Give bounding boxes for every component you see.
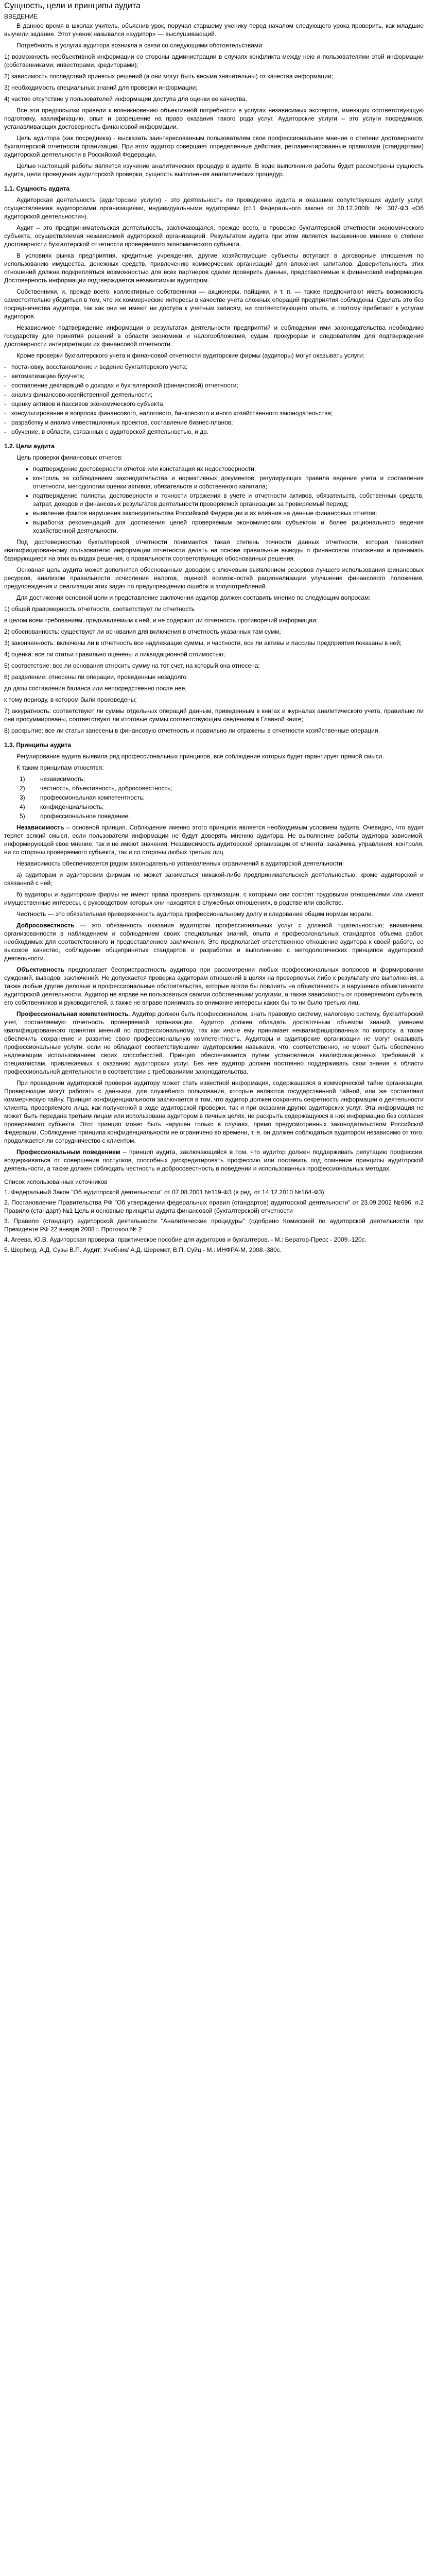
behavior-paragraph (4, 1148, 424, 1173)
intro-heading: ВВЕДЕНИЕ (4, 13, 38, 20)
principle-item (20, 812, 424, 820)
intro-paragraph: Все эти предпосылки привели к возникновению объективной потребности в услугах независимых экспертов, имеющих соответствующую подготовку, квалификацию, опыт и разрешение на право оказания такого рода услуг. Аудиторские услуги – это услуги посредников, устанавливающих достоверность финансовой информации. (4, 107, 424, 130)
services-list (4, 363, 424, 436)
sources-heading: Список использованных источников (4, 1178, 108, 1185)
competence-paragraph (4, 1010, 424, 1076)
competence-term: Профессиональная компетентность (16, 1010, 129, 1018)
question-item: 7) аккуратность: соответствуют ли суммы отдельных операций данным, приведенным в книгах и журналах аналитического учета, правильно ли они просуммированы, соответствуют ли итоговые суммы соответствующим сведениям в Главной книге; (4, 707, 424, 723)
conscientiousness-text: — это обязанность оказания аудитором профессиональных услуг с должной тщательностью; вниманием, организованности в наблюдением и соблюдением своих специальных знаний, опыта и профессиональных стандартов объема работ, необходимых для соответственного и предоставлением заключения. Это предполагает ответственное отношение аудитора к своей работе, ее высокое качество, соблюдение общепринятых стандартов и разработки и выполнению с методологических принципов аудиторской деятельности. (4, 922, 424, 962)
question-item: 5) соответствие: все ли основания относить сумму на тот счет, на который она отнесена; (4, 662, 260, 669)
goal-item: • контроль за соблюдением законодательства и нормативных документов, регулирующих правила ведения учета и составления отчетности, методологии оценки активов, обязательств и собственного капитала; (33, 474, 424, 490)
document-page (0, 0, 428, 1262)
intro-paragraph: Целью настоящей работы является изучение аналитических процедур в аудите. В ходе выполнения работы будет рассмотрены сущность аудита, цели проведения аудиторской проверки, сущность выполнения аналитических процедур. (4, 162, 424, 178)
independence-text: – основной принцип. Соблюдение именно этого принципа является необходимым условием аудита. Очевидно, что аудит теряет всякий смысл, если пользователи информации не будут доверять мнению аудитора. Не выполнение работы аудитора зависимой, информирующей свое мнение, так и не имеют значения. Независимость аудиторской организации от клиента, заказчика, управления, контроля, ни со стороны проверяемого субъекта, так и со стороны любых третьих лиц. (4, 824, 424, 856)
competence-text: . Аудитор должен быть профессионалом, знать правовую систему, налоговую систему, бухгалтерский учет, составляемую отчетность проверяемой организации. Аудитор должен обладать достаточным объемом знаний, умением квалифицированного принятия мнений по профессиональному, так как иначе ему принимает неквалифицированных по вопросу, а также обеспечить сохранение и развитие свою профессиональную компетентность. Аудиторы и аудиторские организации не могут оказывать профессиональные услуги, если не обладают соответствующими аудиторскими навыками, что, соответственно, не может быть обеспечено надлежащим использованием своих способностей. Принцип обеспечивается путем установления квалификационных требований к специалистам, привлекаемых к оказанию аудиторских услуг. Без нее аудитор должен постоянно поддерживать свои знания в области профессиональной деятельности в соответствии с требованиями законодательства. (4, 1010, 424, 1075)
source-item: 4. Агеева, Ю.В. Аудиторская проверка: практическое пособие для аудиторов и бухгалтеров. - М.: Бератор-Пресс - 2009.-120с. (4, 1236, 367, 1243)
question-item: 2) обоснованность: существуют ли основания для включения в отчетность указанных там сумм; (4, 628, 281, 635)
section-paragraph: Собственники, и, прежде всего, коллективные собственники — акционеры, пайщики, и т. п. — также предпочитают иметь возможность самостоятельно убедиться в том, что их коммерческие интересы в качестве учета сложных операций предприятия соблюдены. Сделать это без посредничества аудитора, так как они не имеют ни доступа к учетным записям, ни соответствующего опыта, и поэтому прибегают к услугам аудиторов. (4, 288, 424, 320)
section-paragraph: а) аудиторам и аудиторским фирмам не может заниматься никакой-либо предпринимательской деятельностью, кроме аудиторской и связанной с ней; (4, 871, 424, 887)
goal-item: • выработка рекомендаций для достижения целей проверяемым экономическим субъектом и более рационального ведения хозяйственной деятельности. (33, 518, 424, 535)
objectivity-term: Объективность (16, 966, 64, 973)
principle-number: 2) (20, 785, 25, 792)
section-paragraph: Честность — это обязательная приверженность аудитора профессиональному долгу и следование общим нормам морали. (16, 910, 373, 918)
section-paragraph: Регулирование аудита выявила ряд профессиональных принципов, все соблюдение которых будет гарантирует прямой смысл. (16, 753, 385, 760)
section-paragraph: В условиях рынка предприятия, кредитные учреждения, другие хозяйствующие субъекты вступают в договорные отношения по использованию имущества, денежных средств, привлечению коммерческих организаций для вложения капиталов. Доверительность этих отношений должна подкрепляться возможностью для всех партнеров сделки проверить данные, представляемые в финансовой информации. Достоверность информации подтверждается независимым аудитором. (4, 252, 424, 284)
intro-paragraph: В данное время в школах учитель, объяснив урок, поручал старшему ученику перед началом следующего урока проверить, как младшие выучили задание. Этот ученик назывался «аудитор» — выслушивающий. (4, 22, 424, 38)
question-item: в целом всем требованиям, предъявляемым к ней, и не содержит ли отчетность противоречий информации; (4, 617, 318, 624)
goals-bullet-list (4, 465, 424, 535)
objectivity-text: предполагает беспристрастность аудитора при рассмотрении любых профессиональных вопросов и формировании суждений, выводов, заключений. Не допускается проверка аудиторам отношений в целях на проверяемых либо к результату его выполнения, а также любые другие деловые и профессиональные обстоятельства, которые могли бы повлиять на объективность и нарушение объективности аудиторской деятельности. Аудитор не вправе не пользоваться своими собственными услугами, а также зависимость от проверяемого субъекта, его собственников и руководителей, а также не вправе принимать во внимание интересы каких бы то ни было третьих лиц. (4, 966, 424, 1006)
principle-number: 4) (20, 803, 25, 810)
question-item: до даты составления баланса или непосредственно после нее, (4, 685, 187, 692)
questions-list (4, 605, 424, 735)
section-paragraph: б) аудиторы и аудиторские фирмы не имеют права проверить организации, с которыми они состоят трудовыми отношениями или имеют имущественные интересы, с руководством которых они находятся в служебных отношениях, в родстве или свойстве. (4, 891, 424, 906)
behavior-text: – принцип аудита, заключающийся в том, что аудитор должен поддерживать репутацию профессии, воздерживаться от совершения поступков, способных дискредитировать профессию или поставить под сомнение принципы аудиторской деятельности, а также должен соблюдать честность и добросовестность в поведении и использованных профессиональных методах. (4, 1148, 424, 1172)
intro-paragraph: Потребность в услугах аудитора возникла в связи со следующими обстоятельствами: (16, 42, 264, 49)
principle-text: честность, объективность, добросовестность; (40, 785, 172, 792)
principle-text: конфиденциальность; (40, 803, 104, 810)
question-item: 1) общей правомерность отчетности, соответствует ли отчетность (4, 605, 195, 613)
intro-reasons-list (4, 53, 424, 103)
principle-number: 3) (20, 794, 25, 801)
question-item: 8) раскрытие: все ли статьи занесены в финансовую отчетность и правильно ли отражены в отчетности хозяйственные операции. (4, 727, 380, 734)
intro-reason-item: 3) необходимость специальных знаний для проверки информации; (4, 84, 198, 91)
conscientiousness-paragraph (4, 921, 424, 962)
source-item: 5. Шерherд, А.Д. Сузы В.П. Аудит: Учебник/ А.Д. Шеремет, В.П. Суйц.- М.: ИНФРА-М, 2008.-380с. (4, 1246, 282, 1253)
service-item: - анализ финансово-хозяйственной деятельности; (4, 391, 424, 399)
section-paragraph: К таким принципам относятся: (16, 764, 104, 771)
document-title: Сущность, цели и принципы аудита (4, 2, 141, 10)
service-item: - составление деклараций о доходах и бухгалтерской (финансовой) отчетности; (4, 381, 424, 389)
question-item: 4) оценка: все ли статьи правильно оценены и ликвидационной стоимостью; (4, 651, 225, 658)
section-paragraph: Независимость обеспечивается рядом законодательно установленных ограничений в аудиторской деятельности: (16, 860, 344, 867)
independence-paragraph (4, 823, 424, 856)
section-paragraph: Кроме проверки бухгалтерского учета и финансовой отчетности аудиторские фирмы (аудиторы) могут оказывать услуги: (16, 352, 365, 359)
intro-reason-item: 2) зависимость последствий принятых решений (а они могут быть весьма значительны) от качества информации; (4, 73, 333, 80)
section-paragraph: Независимое подтверждение информации о результатах деятельности предприятий и соблюдении ими законодательства необходимо государству для принятия решений в области экономики и налогообложения, судам, прокурорам и следователям для подтверждения достоверности интерпретации их финансовой отчетности. (4, 324, 424, 348)
goal-item: • выявление фактов нарушения законодательства Российской Федерации и их влияния на данные финансовых отчетов; (33, 509, 424, 517)
behavior-term: Профессиональным поведением (16, 1148, 120, 1156)
intro-reason-item: 4) частое отсутствие у пользователей информации доступа для оценки ее качества. (4, 95, 248, 103)
goal-item: • подтверждение достоверности отчетов или констатация их недостоверности; (33, 465, 424, 473)
source-item: 1. Федеральный Закон "Об аудиторской деятельности" от 07.08.2001 №119-ФЗ (в ред. от 14.12.2010 №164-ФЗ) (4, 1189, 324, 1196)
principle-text: профессиональная компетентность; (40, 794, 145, 801)
service-item: - консультирование в вопросах финансового, налогового, банковского и иного хозяйственного законодательства; (4, 409, 424, 417)
source-item: 3. Правило (стандарт) аудиторской деятельности "Аналитические процедуры" (одобрено Комиссией по аудиторской деятельности при Президенте РФ 22 января 2008 г. Протокол № 2 (4, 1217, 424, 1233)
question-item: 6) разделение: отнесены ли операции, проведенные незадолго (4, 673, 187, 681)
conscientiousness-term: Добросовестность (16, 922, 75, 929)
principle-item (20, 793, 424, 802)
goal-item: • подтверждение полноты, достоверности и точности отражения в учете и отчетности активов, обязательств, собственных средств, затрат, доходов и финансовых результатов деятельности проверяемой организации за проверяемый период; (33, 492, 424, 508)
service-item: - автоматизацию бухучета; (4, 372, 424, 380)
principle-text: независимость; (40, 775, 85, 783)
section-paragraph: Аудиторская деятельность (аудиторские услуги) - это деятельность по проведению аудита и оказанию сопутствующих аудиту услуг, осуществляемая аудиторскими организациями, индивидуальными аудиторами (ст.1 Федерального закона от 30.12.2008г. № 307-ФЗ «Об аудиторской деятельности»). (4, 196, 424, 220)
intro-reason-item: 1) возможность необъективной информации со стороны администрации в случаях конфликта между нею и пользователями этой информации (собственниками, инвесторами, кредиторами); (4, 53, 424, 69)
source-item: 2. Постановление Правительства РФ "Об утверждении федеральных правил (стандартов) аудиторской деятельности" от 23.09.2002 №696. п.2 Правило (стандарт) №1 Цель и основные принципы аудита финансовой (бухгалтерской) отчетности (4, 1199, 424, 1214)
section-heading-essence: 1.1. Сущность аудита (4, 185, 70, 192)
principle-text: профессиональное поведение. (40, 812, 130, 820)
service-item: - обучение, в области, связанных с аудиторской деятельностью, и др. (4, 428, 424, 436)
section-heading-principles: 1.3. Принципы аудита (4, 741, 72, 749)
principle-item (20, 803, 424, 811)
principle-number: 1) (20, 775, 25, 783)
question-item: к тому периоду, в котором были произведены; (4, 696, 137, 703)
principle-item (20, 784, 424, 792)
section-paragraph: Аудит – это предпринимательская деятельность, заключающаяся, прежде всего, в проверке бухгалтерской отчетности экономического субъекта, осуществляемая независимой аудиторской организацией. Результатом аудита при этом является выраженное мнение о степени достоверности бухгалтерской отчетности проверяемого экономического субъекта. (4, 224, 424, 248)
section-paragraph: При проведении аудиторской проверки аудитору может стать известной информация, содержащаяся в коммерческой тайне организации. Проверяющие могут работать с данными, для служебного пользования, которые являются государственной тайной, или же составляют коммерческую тайну. Принцип конфиденциальности заключается в том, что аудитор должен сохранять секретность информации о деятельности клиента, проверяемого лица, как полученной в ходе аудиторской проверки, так и при оказании других аудиторских услуг. Эта информация не может быть передана третьим лицам или использована аудитором в личных целях, не раскрыть содержащуюся в них информацию без согласия проверяемого субъекта. Этот принцип может быть нарушен только в случаях, прямо предусмотренных законодательством Российской Федерации. Соблюдение принципа конфиденциальности не ограничено во времени, т. е. он должен соблюдаться аудитором независимо от того, продолжается ли сотрудничество с клиентом. (4, 1079, 424, 1144)
sources-list (4, 1188, 424, 1254)
independence-term: Независимость (16, 824, 64, 831)
intro-paragraph: Цель аудитора (как посредника) - высказать заинтересованным пользователям свое профессиональное мнение о степени достоверности бухгалтерской отчетности организации. При этом аудитор совершает определенные действия, регламентированные правилами (стандартами) аудиторской деятельности в Российской Федерации. (4, 134, 424, 158)
section-paragraph: Основная цель аудита может дополнятся обоснованным доводом с ключевым выявлением резервов лучшего использования финансовых ресурсов, анализом правильности исчисления налогов, оценкой возможностей рационализации улучшение финансового положения, предупреждения и реализации этих задач по предупреждению ошибок и злоупотреблений. (4, 566, 424, 590)
section-paragraph: Цель проверки финансовых отчетов: (16, 454, 123, 461)
principle-item (20, 775, 424, 783)
question-item: 3) законченность: включены ли в отчетность все надлежащие суммы, и частности, все ли активы и пассивы предприятия показаны в ней; (4, 639, 402, 647)
service-item: - оценку активов и пассивов экономического субъекта; (4, 400, 424, 408)
service-item: - постановку, восстановление и ведение бухгалтерского учета; (4, 363, 424, 371)
service-item: - разработку и анализ инвестиционных проектов, составление бизнес-планов; (4, 418, 424, 427)
principle-number: 5) (20, 812, 25, 820)
section-heading-goals: 1.2. Цели аудита (4, 443, 55, 450)
objectivity-paragraph (4, 965, 424, 1007)
section-paragraph: Для достижения основной цели и представление заключения аудитор должен составить мнение по следующим вопросам: (16, 594, 371, 601)
principles-list (4, 775, 424, 820)
section-paragraph: Под достоверностью бухгалтерской отчетности понимается такая степень точности данных отчетности, которая позволяет квалифицированному пользователю информации отчетности делать на основе правильные выводы о финансовом положении и принимать базирующиеся на этих выводах решения, о правильности соответствующих обоснованных решения. (4, 538, 424, 562)
